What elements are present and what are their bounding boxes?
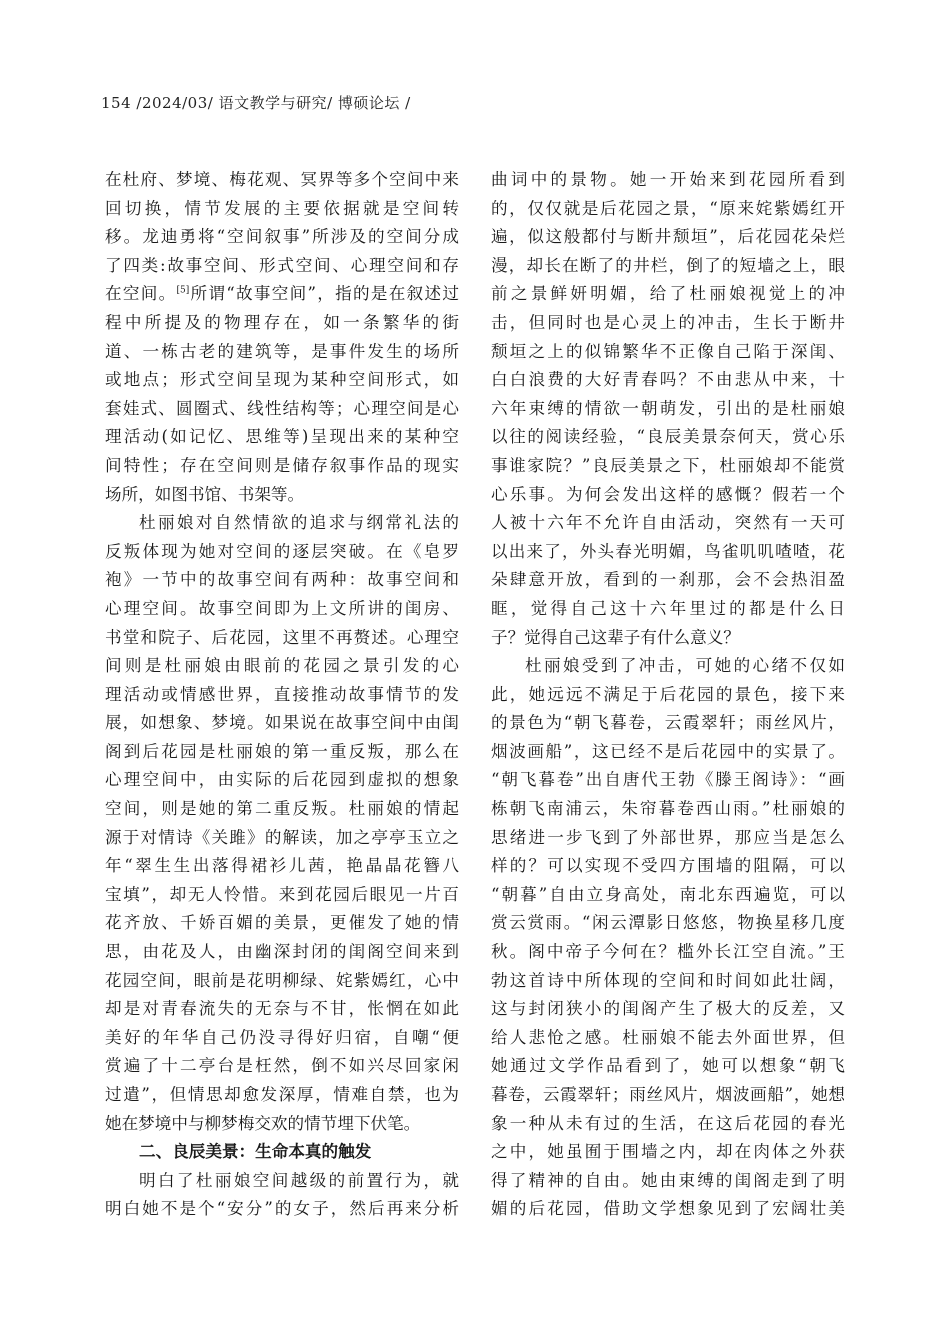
- body-line: 眶，觉得自己这十六年里过的都是什么日: [491, 598, 845, 618]
- body-line: 套娃式、圆圈式、线性结构等；心理空间是心: [105, 398, 459, 418]
- left-column: [105, 166, 459, 1224]
- body-line: 六年束缚的情欲一朝萌发，引出的是杜丽娘: [491, 398, 845, 418]
- body-line: 心乐事。为何会发出这样的感慨？假若一个: [491, 484, 845, 504]
- body-line: “朝暮”自由立身高处，南北东西遍览，可以: [491, 884, 845, 904]
- right-column: [491, 166, 845, 1224]
- body-line: 思绪进一步飞到了外部世界，那应当是怎么: [491, 827, 845, 847]
- body-line: 间则是杜丽娘由眼前的花园之景引发的心: [105, 656, 459, 676]
- body-line: 以往的阅读经验，“良辰美景奈何天，赏心乐: [491, 427, 845, 447]
- body-line: 暮卷，云霞翠轩；雨丝风片，烟波画船”，她想: [491, 1085, 845, 1104]
- body-line: 过遣”，但情思却愈发深厚，情难自禁，也为: [105, 1085, 459, 1104]
- body-line: 道、一栋古老的建筑等，是事件发生的场所: [105, 341, 459, 361]
- body-line: 或地点；形式空间呈现为某种空间形式，如: [105, 370, 459, 390]
- body-line: 展，如想象、梦境。如果说在故事空间中由闺: [105, 713, 459, 733]
- body-line: 事谁家院？”良辰美景之下，杜丽娘却不能赏: [491, 455, 845, 475]
- body-line: 花齐放、千娇百媚的美景，更催发了她的情: [105, 913, 459, 933]
- body-line: 理活动或情感世界，直接推动故事情节的发: [105, 684, 459, 704]
- body-line: 理活动(如记忆、思维等)呈现出来的某种空: [105, 427, 459, 447]
- body-line: 的，仅仅就是后花园之景，“原来姹紫嫣红开: [491, 198, 845, 218]
- body-line: 前之景鲜妍明媚，给了杜丽娘视觉上的冲: [491, 284, 845, 304]
- body-line: 象一种从未有过的生活，在这后花园的春光: [491, 1113, 845, 1133]
- body-line: 明白了杜丽娘空间越级的前置行为，就: [139, 1170, 459, 1190]
- body-line: 赏遍了十二亭台是枉然，倒不如兴尽回家闲: [105, 1056, 459, 1076]
- body-line: 栋朝飞南浦云，朱帘暮卷西山雨。”杜丽娘的: [491, 799, 845, 819]
- body-line: 给人悲怆之感。杜丽娘不能去外面世界，但: [491, 1027, 845, 1047]
- body-line: 场所，如图书馆、书架等。: [105, 484, 305, 504]
- body-line: 颓垣之上的似锦繁华不正像自己陷于深闺、: [491, 341, 845, 361]
- body-line: 杜丽娘对自然情欲的追求与纲常礼法的: [139, 513, 459, 533]
- body-line: 袍》一节中的故事空间有两种：故事空间和: [105, 570, 459, 590]
- body-line: 白白浪费的大好青春吗？不由悲从中来，十: [491, 370, 845, 390]
- body-line: 她在梦境中与柳梦梅交欢的情节埋下伏笔。: [105, 1113, 421, 1133]
- body-line: 空间，则是她的第二重反叛。杜丽娘的情起: [105, 799, 459, 819]
- body-line: 移。龙迪勇将“空间叙事”所涉及的空间分成: [105, 227, 459, 247]
- body-text: 在空间。: [105, 284, 177, 304]
- body-line: 美好的年华自己仍没寻得好归宿，自嘲“便: [105, 1027, 459, 1047]
- body-line: 得了精神的自由。她由束缚的闺阁走到了明: [491, 1170, 845, 1190]
- body-line: 遍，似这般都付与断井颓垣”，后花园花朵烂: [491, 227, 845, 247]
- body-line: 之中，她虽囿于围墙之内，却在肉体之外获: [491, 1142, 845, 1162]
- body-line: 这与封闭狭小的闺阁产生了极大的反差，又: [491, 999, 845, 1019]
- body-line: 反叛体现为她对空间的逐层突破。在《皂罗: [105, 541, 459, 561]
- body-line: 宝填”，却无人怜惜。来到花园后眼见一片百: [105, 884, 459, 904]
- body-line: 子？觉得自己这辈子有什么意义？: [491, 627, 740, 647]
- body-line: 花园空间，眼前是花明柳绿、姹紫嫣红，心中: [105, 970, 459, 990]
- body-line: 心理空间。故事空间即为上文所讲的闺房、: [105, 598, 459, 618]
- body-line: 回切换，情节发展的主要依据就是空间转: [105, 198, 459, 218]
- body-line: 秋。阁中帝子今何在？槛外长江空自流。”王: [491, 942, 845, 962]
- body-line: 烟波画船”，这已经不是后花园中的实景了。: [491, 741, 845, 761]
- body-line: 思，由花及人，由幽深封闭的闺阁空间来到: [105, 942, 459, 962]
- body-line: 勃这首诗中所体现的空间和时间如此壮阔，: [491, 970, 845, 990]
- body-line: 年“翠生生出落得裙衫儿茜，艳晶晶花簪八: [105, 856, 459, 876]
- section-heading: 二、良辰美景：生命本真的触发: [139, 1142, 372, 1162]
- body-line: 却是对青春流失的无奈与不甘，怅惘在如此: [105, 999, 459, 1019]
- body-line: 了四类:故事空间、形式空间、心理空间和存: [105, 255, 459, 275]
- body-line: 人被十六年不允许自由活动，突然有一天可: [491, 513, 845, 533]
- body-line: 源于对情诗《关雎》的解读，加之亭亭玉立之: [105, 827, 459, 847]
- body-line: 赏云赏雨。“闲云潭影日悠悠，物换星移几度: [491, 913, 845, 933]
- citation-ref: [5]: [176, 285, 190, 296]
- body-line: 漫，却长在断了的井栏，倒了的短墙之上，眼: [491, 255, 845, 275]
- body-line: 杜丽娘受到了冲击，可她的心绪不仅如: [525, 656, 845, 676]
- body-line: “朝飞暮卷”出自唐代王勃《滕王阁诗》：“画: [491, 770, 845, 790]
- body-line: 此，她远远不满足于后花园的景色，接下来: [491, 684, 845, 704]
- body-text: 所谓“故事空间”，指的是在叙述过: [189, 284, 459, 304]
- body-line: 媚的后花园，借助文学想象见到了宏阔壮美: [491, 1199, 845, 1219]
- body-line: 朵肆意开放，看到的一刹那，会不会热泪盈: [491, 570, 845, 590]
- body-line: 样的？可以实现不受四方围墙的阻隔，可以: [491, 856, 845, 876]
- body-line: 她通过文学作品看到了，她可以想象“朝飞: [491, 1056, 845, 1076]
- body-line: 以出来了，外头春光明媚，鸟雀叽叽喳喳，花: [491, 541, 845, 561]
- body-line: 在杜府、梦境、梅花观、冥界等多个空间中来: [105, 170, 459, 189]
- body-line: 间特性；存在空间则是储存叙事作品的现实: [105, 455, 459, 475]
- body-line: 心理空间中，由实际的后花园到虚拟的想象: [105, 770, 459, 790]
- body-line: 阁到后花园是杜丽娘的第一重反叛，那么在: [105, 741, 459, 761]
- body-line: 明白她不是个“安分”的女子，然后再来分析: [105, 1199, 459, 1219]
- body-line: 程中所提及的物理存在，如一条繁华的街: [105, 312, 459, 332]
- body-line: 击，但同时也是心灵上的冲击，生长于断井: [491, 312, 845, 332]
- running-head: 154 /2024/03/ 语文教学与研究/ 博硕论坛 /: [101, 94, 411, 112]
- body-line: 书堂和院子、后花园，这里不再赘述。心理空: [105, 627, 459, 647]
- body-line: 曲词中的景物。她一开始来到花园所看到: [491, 170, 845, 189]
- body-line: 的景色为“朝飞暮卷，云霞翠轩；雨丝风片，: [491, 713, 845, 733]
- body-line-with-citation: [105, 280, 459, 309]
